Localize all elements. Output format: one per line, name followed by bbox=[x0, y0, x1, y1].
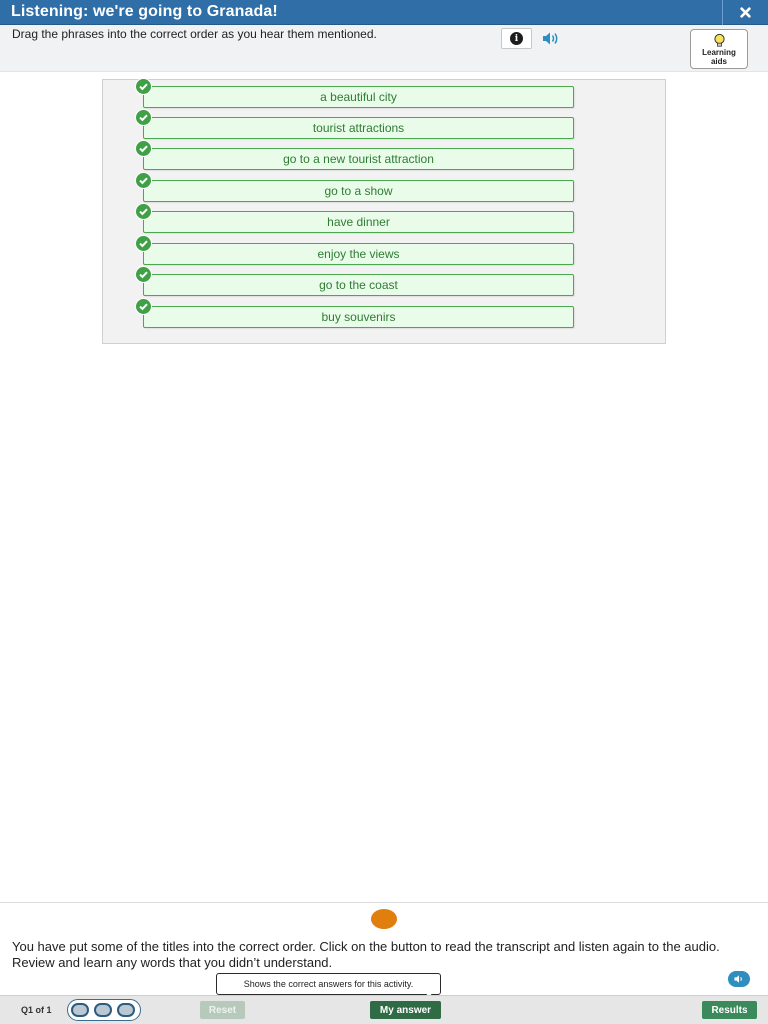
correct-check-icon bbox=[135, 203, 152, 220]
correct-check-icon bbox=[135, 172, 152, 189]
lightbulb-icon bbox=[712, 33, 727, 48]
correct-check-icon bbox=[135, 235, 152, 252]
learning-aids-label-line2: aids bbox=[710, 57, 727, 66]
feedback-audio-button[interactable] bbox=[728, 971, 750, 987]
speaker-icon[interactable] bbox=[540, 30, 562, 47]
speaker-icon bbox=[733, 974, 745, 984]
phrase-label: enjoy the views bbox=[317, 247, 400, 261]
pager-dot[interactable] bbox=[117, 1003, 135, 1017]
results-button[interactable]: Results bbox=[702, 1001, 757, 1019]
close-icon bbox=[740, 7, 751, 18]
phrase-label: buy souvenirs bbox=[321, 310, 396, 324]
phrase-label: have dinner bbox=[327, 215, 390, 229]
feedback-message: You have put some of the titles into the correct order. Click on the button to read the transcript and listen again to the audio. Review and learn any words that you didn’t understand. bbox=[12, 939, 720, 970]
correct-check-icon bbox=[135, 78, 152, 95]
close-button[interactable] bbox=[722, 0, 768, 25]
phrase-label: a beautiful city bbox=[320, 90, 397, 104]
phrase-label: go to a show bbox=[324, 184, 393, 198]
phrase-item[interactable] bbox=[143, 180, 574, 202]
feedback-indicator bbox=[371, 909, 397, 929]
my-answer-button[interactable]: My answer bbox=[370, 1001, 441, 1019]
phrase-label: go to the coast bbox=[319, 278, 398, 292]
info-icon: i bbox=[510, 32, 523, 45]
phrase-item[interactable] bbox=[143, 148, 574, 170]
feedback-panel bbox=[0, 902, 768, 995]
my-answer-tooltip bbox=[216, 973, 441, 995]
learning-aids-button[interactable] bbox=[690, 29, 748, 69]
phrase-item[interactable] bbox=[143, 117, 574, 139]
tooltip-text: Shows the correct answers for this activity. bbox=[243, 979, 414, 989]
pager-dot[interactable] bbox=[94, 1003, 112, 1017]
correct-check-icon bbox=[135, 298, 152, 315]
info-button[interactable] bbox=[501, 28, 532, 49]
phrase-item[interactable] bbox=[143, 306, 574, 328]
learning-aids-label-line1: Learning bbox=[702, 48, 736, 57]
title-bar bbox=[0, 0, 768, 25]
phrase-drop-area bbox=[102, 79, 666, 344]
correct-check-icon bbox=[135, 109, 152, 126]
activity-title: Listening: we're going to Granada! bbox=[11, 3, 278, 20]
question-pager bbox=[67, 999, 141, 1021]
phrase-item[interactable] bbox=[143, 274, 574, 296]
reset-button[interactable]: Reset bbox=[200, 1001, 245, 1019]
phrase-item[interactable] bbox=[143, 86, 574, 108]
instruction-text: Drag the phrases into the correct order as you hear them mentioned. bbox=[12, 27, 377, 41]
learning-aids-label bbox=[691, 48, 747, 66]
correct-check-icon bbox=[135, 140, 152, 157]
instruction-bar bbox=[0, 25, 768, 72]
pager-dot[interactable] bbox=[71, 1003, 89, 1017]
phrase-label: tourist attractions bbox=[312, 121, 405, 135]
footer-toolbar bbox=[0, 995, 768, 1024]
phrase-item[interactable] bbox=[143, 243, 574, 265]
correct-check-icon bbox=[135, 266, 152, 283]
phrase-item[interactable] bbox=[143, 211, 574, 233]
phrase-label: go to a new tourist attraction bbox=[283, 152, 434, 166]
question-counter: Q1 of 1 bbox=[21, 1005, 52, 1015]
